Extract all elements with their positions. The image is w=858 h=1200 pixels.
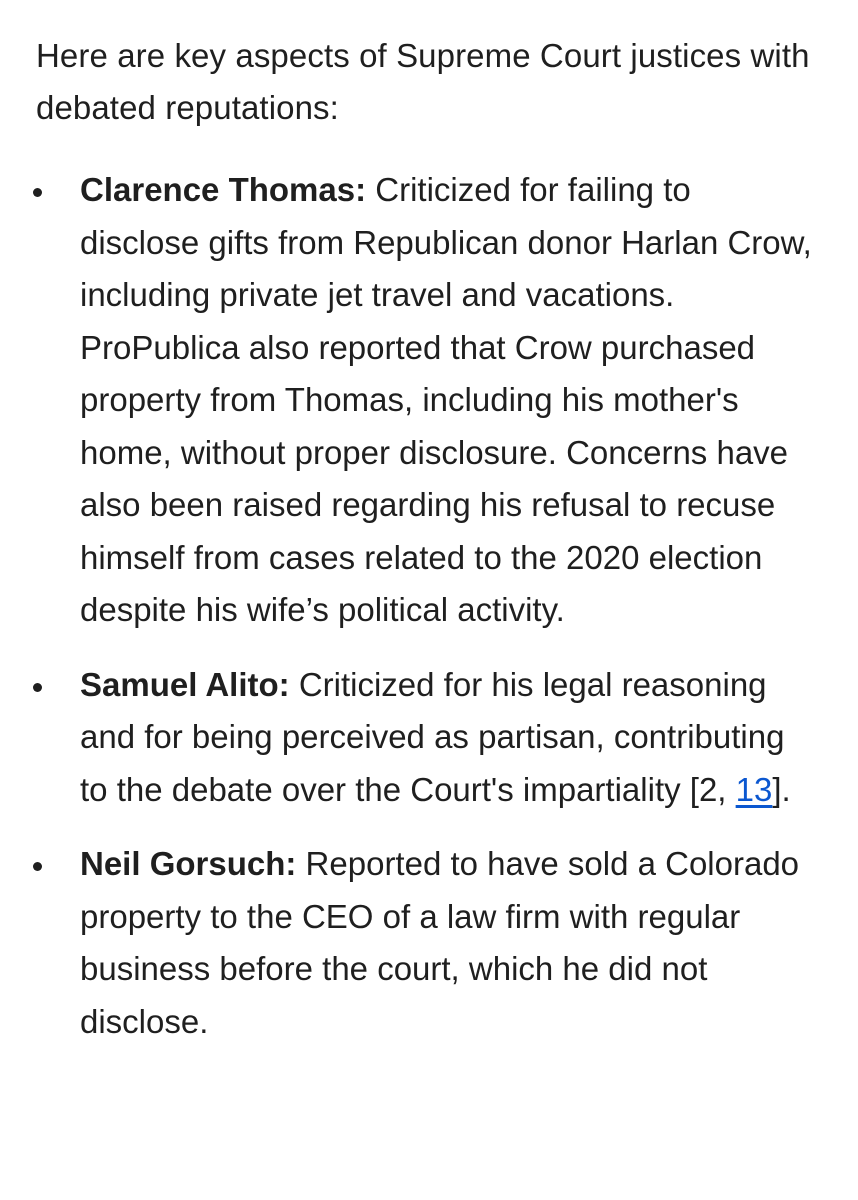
list-item-samuel-alito	[36, 659, 818, 817]
citation-link-13[interactable]: 13	[735, 770, 773, 808]
list-item-clarence-thomas	[36, 164, 818, 637]
justice-description: Criticized for failing to disclose gifts from Republican donor Harlan Crow, including private jet travel and vacations. ProPublica also reported that Crow purchased property from Thomas, including his mother's home, without proper disclosure. Concerns have also been raised regarding his refusal to recuse himself from cases related to the 2020 election despite his wife’s political activity.	[80, 171, 812, 628]
justice-list	[36, 164, 818, 1048]
justice-description: Criticized for his legal reasoning and for being perceived as partisan, contributing to the debate over the Court's impartiality [2,	[80, 665, 785, 808]
justice-description: Reported to have sold a Colorado property to the CEO of a law firm with regular business before the court, which he did not disclose.	[80, 845, 800, 1040]
justice-name: Samuel Alito:	[80, 665, 290, 703]
intro-paragraph: Here are key aspects of Supreme Court justices with debated reputations:	[36, 37, 810, 126]
bullet-icon	[33, 683, 42, 692]
justice-name: Clarence Thomas:	[80, 171, 367, 208]
list-item-neil-gorsuch	[36, 838, 818, 1048]
bullet-icon	[33, 188, 42, 197]
bullet-icon	[33, 862, 42, 871]
citation-close: ].	[772, 770, 791, 808]
justice-name: Neil Gorsuch:	[80, 845, 297, 882]
